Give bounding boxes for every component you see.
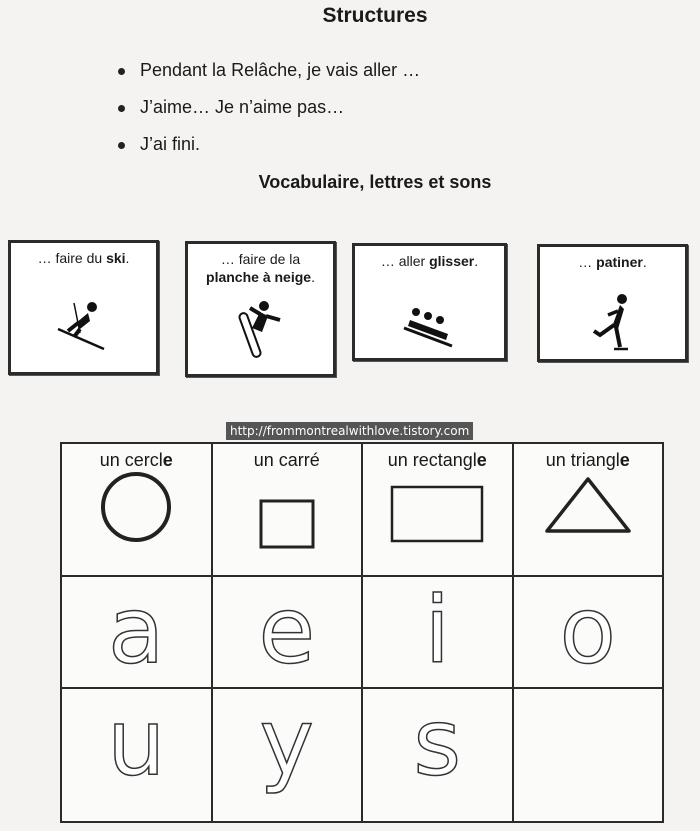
letter-cell — [61, 576, 212, 687]
letter-outline: s — [413, 688, 462, 796]
activity-caption: … faire de la planche à neige. — [206, 251, 315, 285]
list-item: J’ai fini. — [116, 134, 420, 171]
circle-icon — [96, 471, 176, 551]
shape-cell — [61, 443, 212, 576]
activity-caption: … patiner. — [578, 254, 647, 270]
letter-outline: e — [258, 577, 316, 685]
activity-caption: … faire du ski. — [37, 250, 130, 266]
watermark-url: http://frommontrealwithlove.tistory.com — [226, 422, 473, 440]
letter-outline: y — [259, 688, 314, 796]
activity-card-ski — [8, 240, 159, 375]
activity-card-snowboard — [185, 241, 336, 377]
section-subtitle: Vocabulaire, lettres et sons — [258, 172, 492, 192]
page-title: Structures — [322, 4, 428, 27]
shape-label: un rectangle — [387, 450, 487, 470]
square-icon — [247, 471, 327, 551]
shapes-letters-table — [60, 442, 664, 823]
letter-cell — [513, 688, 664, 822]
list-item: Pendant la Relâche, je vais aller … — [116, 60, 420, 97]
skater-icon — [588, 291, 638, 357]
letter-cell — [362, 576, 513, 687]
letter-outline: u — [107, 688, 166, 796]
activity-card-skate — [537, 244, 688, 362]
shape-cell — [212, 443, 363, 576]
letter-cell — [212, 576, 363, 687]
sledding-icon — [402, 302, 458, 348]
activity-card-sled — [352, 243, 507, 361]
letter-outline: i — [424, 577, 451, 685]
letter-cell — [212, 688, 363, 822]
shape-cell — [362, 443, 513, 576]
shape-cell — [513, 443, 664, 576]
shape-label: un triangle — [545, 450, 630, 470]
structures-list — [116, 60, 420, 171]
skier-icon — [54, 293, 114, 353]
activity-caption: … aller glisser. — [380, 253, 479, 269]
letter-cell — [513, 576, 664, 687]
letter-outline: o — [559, 577, 616, 685]
snowboarder-icon — [236, 298, 286, 360]
letter-cell — [61, 688, 212, 822]
list-item: J’aime… Je n’aime pas… — [116, 97, 420, 134]
shape-label: un carré — [253, 450, 320, 470]
triangle-icon — [533, 471, 643, 551]
letter-outline: a — [108, 577, 165, 685]
rectangle-icon — [382, 471, 492, 551]
shape-label: un cercle — [99, 450, 173, 470]
letter-cell — [362, 688, 513, 822]
